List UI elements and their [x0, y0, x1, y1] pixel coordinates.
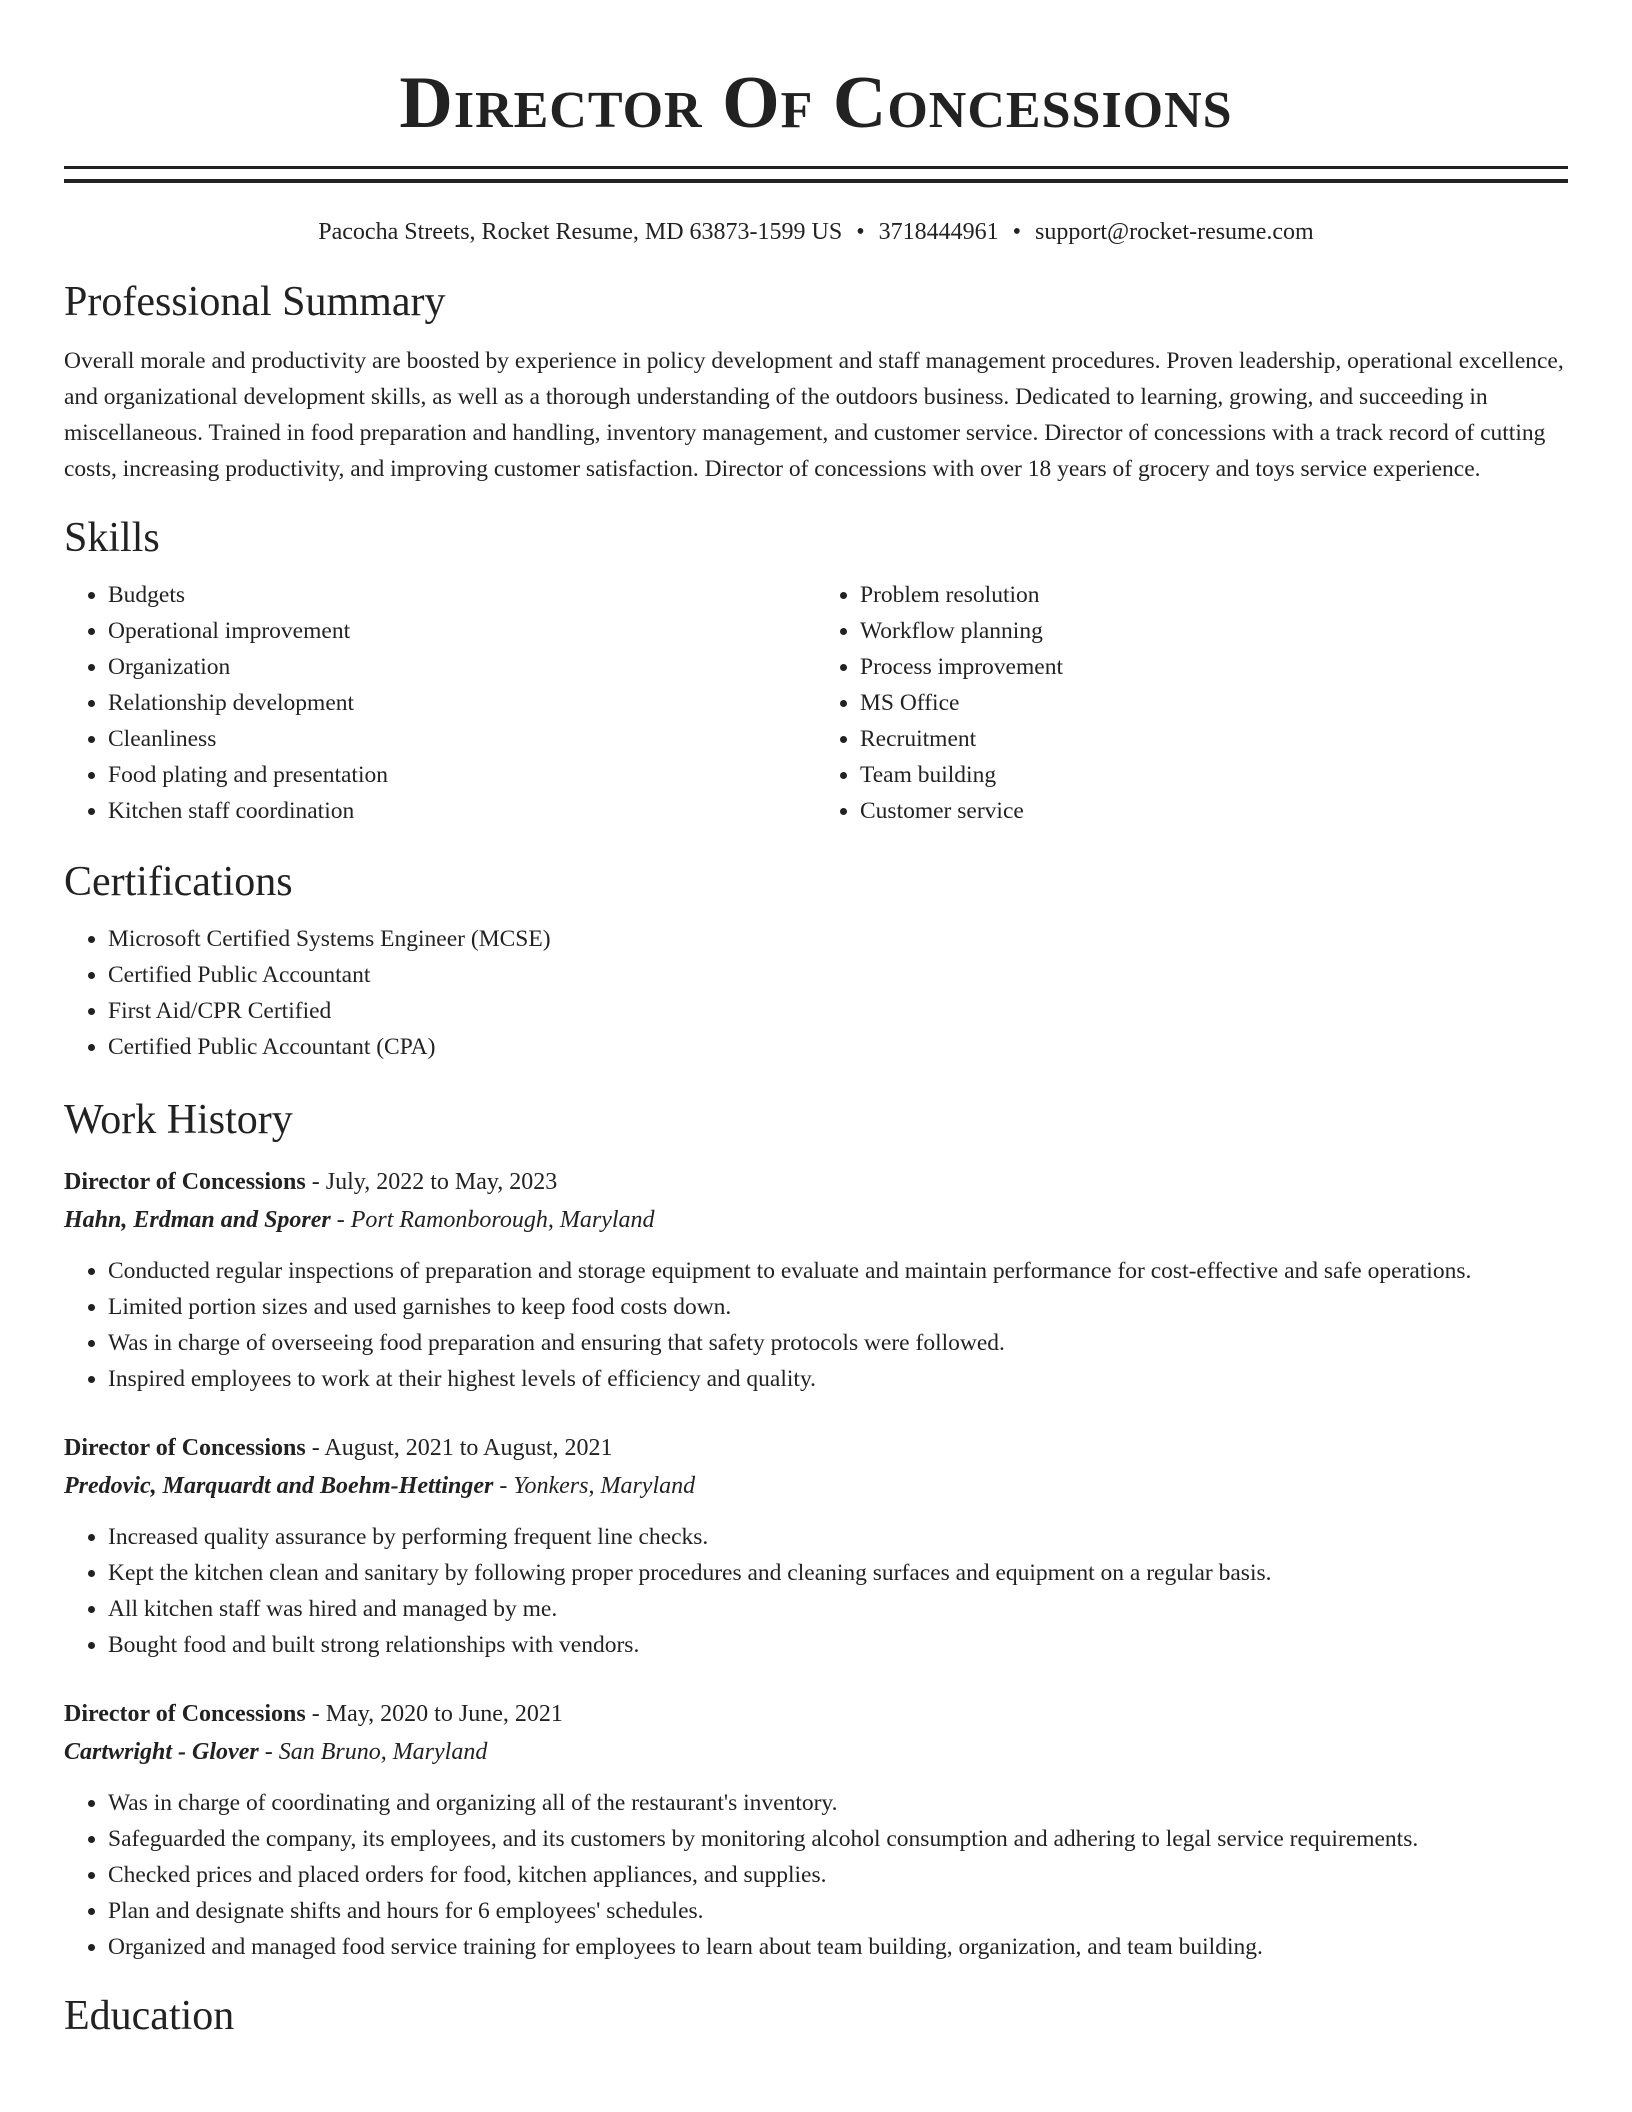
job-company-line: Hahn, Erdman and Sporer - Port Ramonborough, Maryland: [64, 1207, 655, 1233]
skill-item: • Organization: [108, 649, 816, 685]
skill-item: • Cleanliness: [108, 721, 816, 757]
certifications-list: [64, 921, 1568, 1065]
job-bullets: [64, 1253, 1568, 1397]
work-history-heading: Work History: [64, 1097, 293, 1143]
job-title: Director of Concessions: [64, 1701, 306, 1727]
job-bullet: • Safeguarded the company, its employees, and its customers by monitoring alcohol consumption and adhering to legal service requirements.: [108, 1821, 1568, 1857]
skill-item: • Team building: [860, 757, 1568, 793]
skill-item: • Customer service: [860, 793, 1568, 829]
job-location: San Bruno, Maryland: [278, 1739, 488, 1765]
job-bullet: • All kitchen staff was hired and managed by me.: [108, 1591, 1568, 1627]
resume-page: [64, 0, 1568, 2041]
certification-item: • Certified Public Accountant: [108, 957, 1568, 993]
job-company-line: Predovic, Marquardt and Boehm-Hettinger - Yonkers, Maryland: [64, 1473, 696, 1499]
contact-address: Pacocha Streets, Rocket Resume, MD 63873-1599 US: [318, 219, 843, 245]
skill-item: • Recruitment: [860, 721, 1568, 757]
job-company-line: Cartwright - Glover - San Bruno, Maryland: [64, 1739, 488, 1765]
job-dates: May, 2020 to June, 2021: [325, 1701, 563, 1727]
job-bullet: • Inspired employees to work at their highest levels of efficiency and quality.: [108, 1361, 1568, 1397]
job-company: Hahn, Erdman and Sporer: [64, 1207, 331, 1233]
job-title-line: Director of Concessions - May, 2020 to June, 2021: [64, 1701, 563, 1727]
job-bullet: • Was in charge of overseeing food preparation and ensuring that safety protocols were followed.: [108, 1325, 1568, 1361]
job-title: Director of Concessions: [64, 1435, 306, 1461]
job-bullets: [64, 1519, 1568, 1663]
job-company: Cartwright - Glover: [64, 1739, 259, 1765]
certification-item: • First Aid/CPR Certified: [108, 993, 1568, 1029]
skill-item: • Budgets: [108, 577, 816, 613]
job-bullet: • Checked prices and placed orders for food, kitchen appliances, and supplies.: [108, 1857, 1568, 1893]
job-bullet: • Bought food and built strong relationships with vendors.: [108, 1627, 1568, 1663]
job-bullet: • Organized and managed food service training for employees to learn about team building, organization, and team building.: [108, 1929, 1568, 1965]
job-dates: July, 2022 to May, 2023: [325, 1169, 558, 1195]
contact-phone: 3718444961: [878, 219, 999, 245]
skills-heading: Skills: [64, 515, 160, 561]
skills-left-list: [64, 577, 816, 829]
contact-separator: •: [1012, 219, 1022, 245]
job-location: Yonkers, Maryland: [513, 1473, 696, 1499]
skills-columns: [64, 577, 1568, 829]
certification-item: • Microsoft Certified Systems Engineer (MCSE): [108, 921, 1568, 957]
skill-item: • Process improvement: [860, 649, 1568, 685]
skills-right-list: [816, 577, 1568, 829]
skill-item: • Food plating and presentation: [108, 757, 816, 793]
job-bullet: • Plan and designate shifts and hours for 6 employees' schedules.: [108, 1893, 1568, 1929]
job-title-line: Director of Concessions - July, 2022 to May, 2023: [64, 1169, 558, 1195]
job-title: Director of Concessions: [64, 1169, 306, 1195]
skill-item: • MS Office: [860, 685, 1568, 721]
job-bullet: • Limited portion sizes and used garnishes to keep food costs down.: [108, 1289, 1568, 1325]
skill-item: • Operational improvement: [108, 613, 816, 649]
job-bullets: [64, 1785, 1568, 1965]
contact-separator: •: [856, 219, 865, 245]
job-entry: [64, 1695, 1568, 1965]
summary-heading: Professional Summary: [64, 279, 446, 325]
summary-text: Overall morale and productivity are boosted by experience in policy development and staff management procedures. Proven leadership, operational excellence, and organizational development skills, as well as a thorough understanding of the outdoors business. Dedicated to learning, growing, and succeeding in miscellaneous. Trained in food preparation and handling, inventory management, and customer service. Director of concessions with a track record of cutting costs, increasing productivity, and improving customer satisfaction. Director of concessions with over 18 years of grocery and toys service experience.: [64, 348, 1564, 482]
job-company: Predovic, Marquardt and Boehm-Hettinger: [64, 1473, 494, 1499]
certification-item: • Certified Public Accountant (CPA): [108, 1029, 1568, 1065]
job-location: Port Ramonborough, Maryland: [350, 1207, 655, 1233]
job-bullet: • Conducted regular inspections of preparation and storage equipment to evaluate and maintain performance for cost-effective and safe operations.: [108, 1253, 1568, 1289]
title-divider: [64, 166, 1568, 183]
job-dates: August, 2021 to August, 2021: [324, 1435, 613, 1461]
contact-email: support@rocket-resume.com: [1035, 219, 1314, 245]
resume-title: Director Of Concessions: [399, 62, 1233, 144]
contact-line: [64, 217, 1568, 247]
job-bullet: • Increased quality assurance by performing frequent line checks.: [108, 1519, 1568, 1555]
job-entry: [64, 1163, 1568, 1397]
job-bullet: • Kept the kitchen clean and sanitary by following proper procedures and cleaning surfaces and equipment on a regular basis.: [108, 1555, 1568, 1591]
education-heading: Education: [64, 1993, 235, 2039]
job-bullet: • Was in charge of coordinating and organizing all of the restaurant's inventory.: [108, 1785, 1568, 1821]
job-title-line: Director of Concessions - August, 2021 to August, 2021: [64, 1435, 613, 1461]
skill-item: • Relationship development: [108, 685, 816, 721]
skill-item: • Problem resolution: [860, 577, 1568, 613]
job-entry: [64, 1429, 1568, 1663]
certifications-heading: Certifications: [64, 859, 293, 905]
skill-item: • Kitchen staff coordination: [108, 793, 816, 829]
skill-item: • Workflow planning: [860, 613, 1568, 649]
